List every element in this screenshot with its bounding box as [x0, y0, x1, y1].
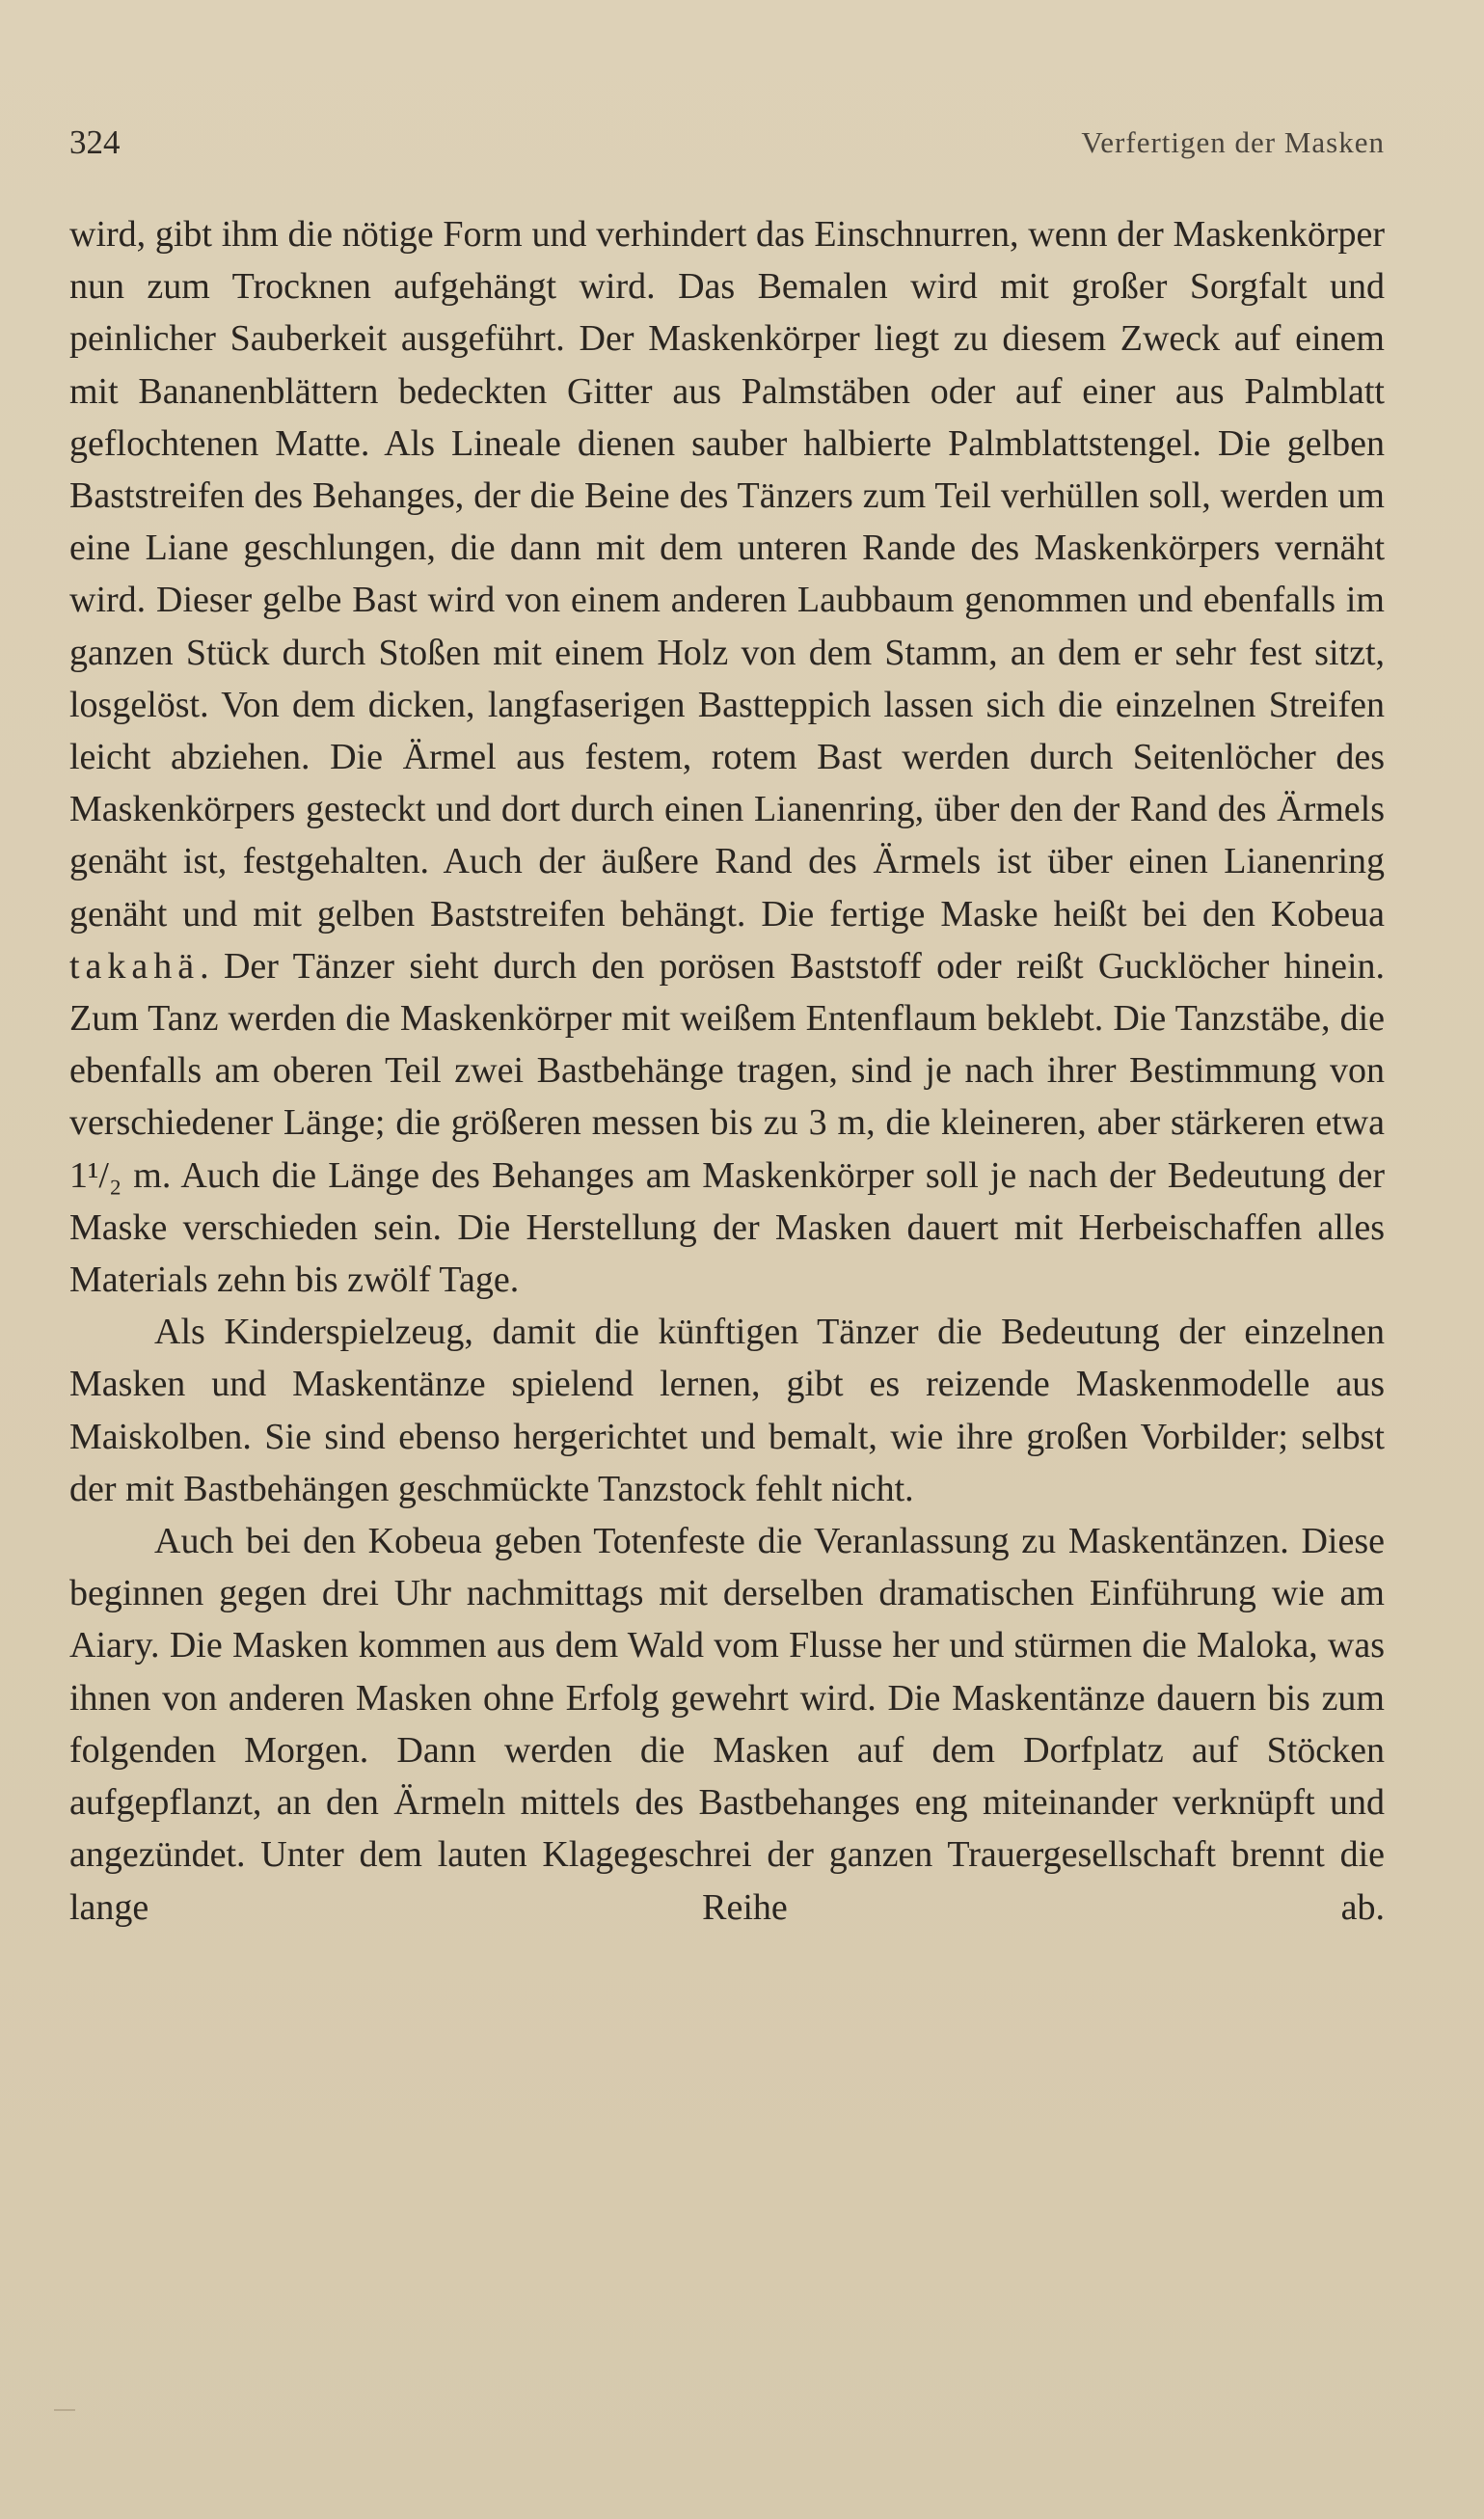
running-head: Verfertigen der Masken: [1081, 125, 1385, 159]
paragraph-1-text-b: . Der Tänzer sieht durch den porösen Baststoff oder reißt Gucklöcher hinein. Zum Tanz werden die Maskenkörper mit weißem Entenflaum beklebt. Die Tanzstäbe, die ebenfalls am oberen Teil zwei Bastbehänge tragen, sind je nach ihrer Bestimmung von verschiedener Länge; die größeren messen bis zu 3 m, die kleineren, aber stärkeren etwa 1¹/₂ m. Auch die Länge des Behanges am Maskenkörper soll je nach der Bedeutung der Maske verschieden sein. Die Herstellung der Masken dauert mit Herbeischaffen alles Materials zehn bis zwölf Tage.: [69, 945, 1385, 1301]
body-text: [69, 208, 1385, 1934]
footer-mark: [54, 2409, 75, 2411]
page-header: [69, 123, 1385, 170]
paragraph-3: Auch bei den Kobeua geben Totenfeste die Veranlassung zu Maskentänzen. Diese beginnen gegen drei Uhr nachmittags mit derselben dramatischen Einführung wie am Aiary. Die Masken kommen aus dem Wald vom Flusse her und stürmen die Maloka, was ihnen von anderen Masken ohne Erfolg gewehrt wird. Die Maskentänze dauern bis zum folgenden Morgen. Dann werden die Masken auf dem Dorfplatz auf Stöcken aufgepflanzt, an den Ärmeln mittels des Bastbehanges eng miteinander verknüpft und angezündet. Unter dem lauten Klagegeschrei der ganzen Trauergesellschaft brennt die lange Reihe ab.: [69, 1521, 1385, 1928]
page-number: 324: [69, 123, 121, 161]
paragraph-1-text-a: wird, gibt ihm die nötige Form und verhindert das Einschnurren, wenn der Maskenkörper nun zum Trocknen aufgehängt wird. Das Bemalen wird mit großer Sorgfalt und peinlicher Sauberkeit ausgeführt. Der Maskenkörper liegt zu diesem Zweck auf einem mit Bananenblättern bedeckten Gitter aus Palmstäben oder auf einer aus Palmblatt geflochtenen Matte. Als Lineale dienen sauber halbierte Palmblattstengel. Die gelben Baststreifen des Behanges, der die Beine des Tänzers zum Teil verhüllen soll, werden um eine Liane geschlungen, die dann mit dem unteren Rande des Maskenkörpers vernäht wird. Dieser gelbe Bast wird von einem anderen Laubbaum genommen und ebenfalls im ganzen Stück durch Stoßen mit einem Holz von dem Stamm, an dem er sehr fest sitzt, losgelöst. Von dem dicken, langfaserigen Bastteppich lassen sich die einzelnen Streifen leicht abziehen. Die Ärmel aus festem, rotem Bast werden durch Seitenlöcher des Maskenkörpers gesteckt und dort durch einen Lianenring, über den der Rand des Ärmels genäht ist, festgehalten. Auch der äußere Rand des Ärmels ist über einen Lianenring genäht und mit gelben Baststreifen behängt. Die fertige Maske heißt bei den Kobeua: [69, 214, 1385, 934]
paragraph-1: [69, 208, 1385, 1306]
paragraph-2: Als Kinderspielzeug, damit die künftigen Tänzer die Bedeutung der einzelnen Masken und Maskentänze spielend lernen, gibt es reizende Maskenmodelle aus Maiskolben. Sie sind ebenso hergerichtet und bemalt, wie ihre großen Vorbilder; selbst der mit Bastbehängen geschmückte Tanzstock fehlt nicht.: [69, 1312, 1385, 1509]
native-term-takahae: takahä: [69, 945, 201, 987]
